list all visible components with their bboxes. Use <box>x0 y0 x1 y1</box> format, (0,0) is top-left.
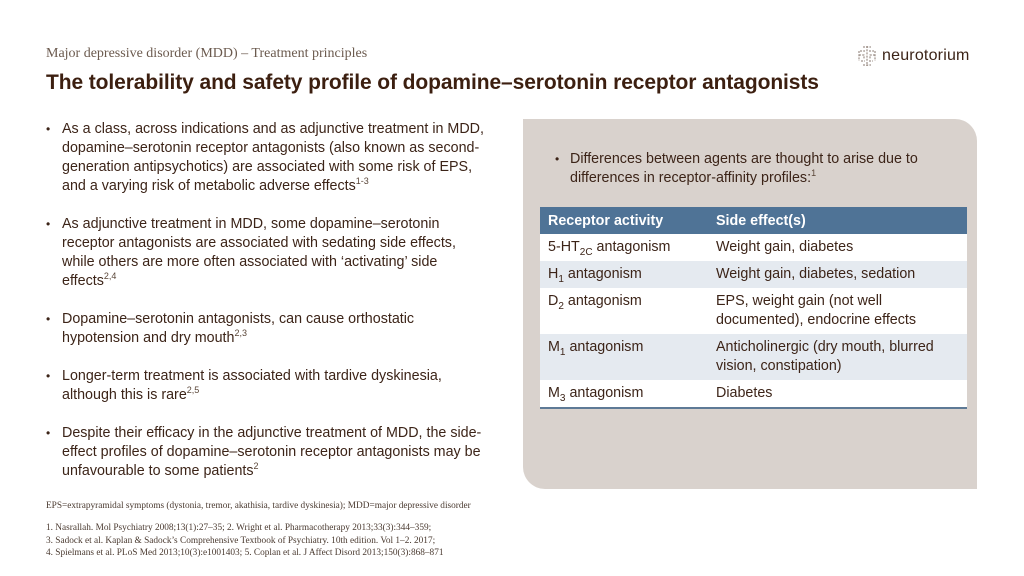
bullet-item <box>44 120 484 196</box>
section-subtitle: Major depressive disorder (MDD) – Treatment principles <box>46 46 368 61</box>
table-row <box>540 380 967 408</box>
reference-superscript: 2,5 <box>186 385 200 396</box>
table-row <box>540 288 967 334</box>
bullet-text: Dopamine–serotonin antagonists, can cause orthostatic hypotension and dry mouth <box>62 311 415 346</box>
reference-superscript: 1 <box>811 168 817 179</box>
side-effect-cell: EPS, weight gain (not well documented), endocrine effects <box>708 288 967 334</box>
panel-bullet-item <box>555 150 970 188</box>
bullet-text: As adjunctive treatment in MDD, some dopamine–serotonin receptor antagonists are associated with sedating side effects, while others are more often associated with ‘activating’ side effects <box>62 216 456 289</box>
panel-bullet-text: Differences between agents are thought to arise due to differences in receptor-affinity profiles: <box>570 151 918 186</box>
table-row <box>540 261 967 288</box>
bullet-dot-icon: • <box>555 152 560 166</box>
bullet-dot-icon: • <box>46 426 51 440</box>
bullet-text: Despite their efficacy in the adjunctive treatment of MDD, the side-effect profiles of dopamine–serotonin receptor antagonists may be unfavourable to some patients <box>62 425 482 479</box>
reference-superscript: 2,4 <box>103 271 117 282</box>
table-row <box>540 334 967 380</box>
column-header-receptor: Receptor activity <box>540 207 708 234</box>
bullet-dot-icon: • <box>46 217 51 231</box>
brain-icon <box>856 44 878 68</box>
reference-superscript: 2 <box>253 461 259 472</box>
bullet-text: As a class, across indications and as adjunctive treatment in MDD, dopamine–serotonin receptor antagonists (also known as second-generation antipsychotics) are associated with some risk of EPS, and a varying risk of metabolic adverse effects <box>62 121 484 194</box>
page-title: The tolerability and safety profile of dopamine–serotonin receptor antagonists <box>46 71 819 94</box>
receptor-side-effect-table <box>540 207 967 409</box>
receptor-cell: $5-HT_{2C}$ antagonism <box>540 234 708 261</box>
receptor-profile-panel <box>523 119 977 489</box>
receptor-cell: $M_1$ antagonism <box>540 334 708 380</box>
receptor-cell: $M_3$ antagonism <box>540 380 708 408</box>
bullet-text: Longer-term treatment is associated with tardive dyskinesia, although this is rare <box>62 368 442 403</box>
column-header-side-effects: Side effect(s) <box>708 207 967 234</box>
key-points-list <box>44 120 484 500</box>
reference-line: 1. Nasrallah. Mol Psychiatry 2008;13(1):27–35; 2. Wright et al. Pharmacotherapy 2013;33(3):344–359; <box>46 523 432 533</box>
logo-text: neurotorium <box>882 47 970 64</box>
receptor-cell: $H_1$ antagonism <box>540 261 708 288</box>
reference-superscript: 1-3 <box>355 176 369 187</box>
bullet-item <box>44 215 484 291</box>
bullet-item <box>44 310 484 348</box>
bullet-dot-icon: • <box>46 122 51 136</box>
reference-superscript: 2,3 <box>234 328 247 339</box>
reference-line: 3. Sadock et al. Kaplan & Sadock’s Comprehensive Textbook of Psychiatry. 10th edition. Vol 1–2. 2017; <box>46 535 436 546</box>
bullet-item <box>44 367 484 405</box>
side-effect-cell: Weight gain, diabetes <box>708 234 967 261</box>
table-header-row <box>540 207 967 234</box>
bullet-dot-icon: • <box>46 369 51 383</box>
side-effect-cell: Diabetes <box>708 380 967 408</box>
reference-line: 4. Spielmans et al. PLoS Med 2013;10(3):e1001403; 5. Coplan et al. J Affect Disord 2013;150(3):868–871 <box>46 548 444 558</box>
neurotorium-logo <box>856 44 970 68</box>
abbreviations-footnote: EPS=extrapyramidal symptoms (dystonia, tremor, akathisia, tardive dyskinesia); MDD=major depressive disorder <box>46 501 471 511</box>
receptor-cell: $D_2$ antagonism <box>540 288 708 334</box>
side-effect-cell: Weight gain, diabetes, sedation <box>708 261 967 288</box>
side-effect-cell: Anticholinergic (dry mouth, blurred vision, constipation) <box>708 334 967 380</box>
bullet-item <box>44 424 484 481</box>
table-row <box>540 234 967 261</box>
references-list <box>46 522 444 560</box>
bullet-dot-icon: • <box>46 312 51 326</box>
